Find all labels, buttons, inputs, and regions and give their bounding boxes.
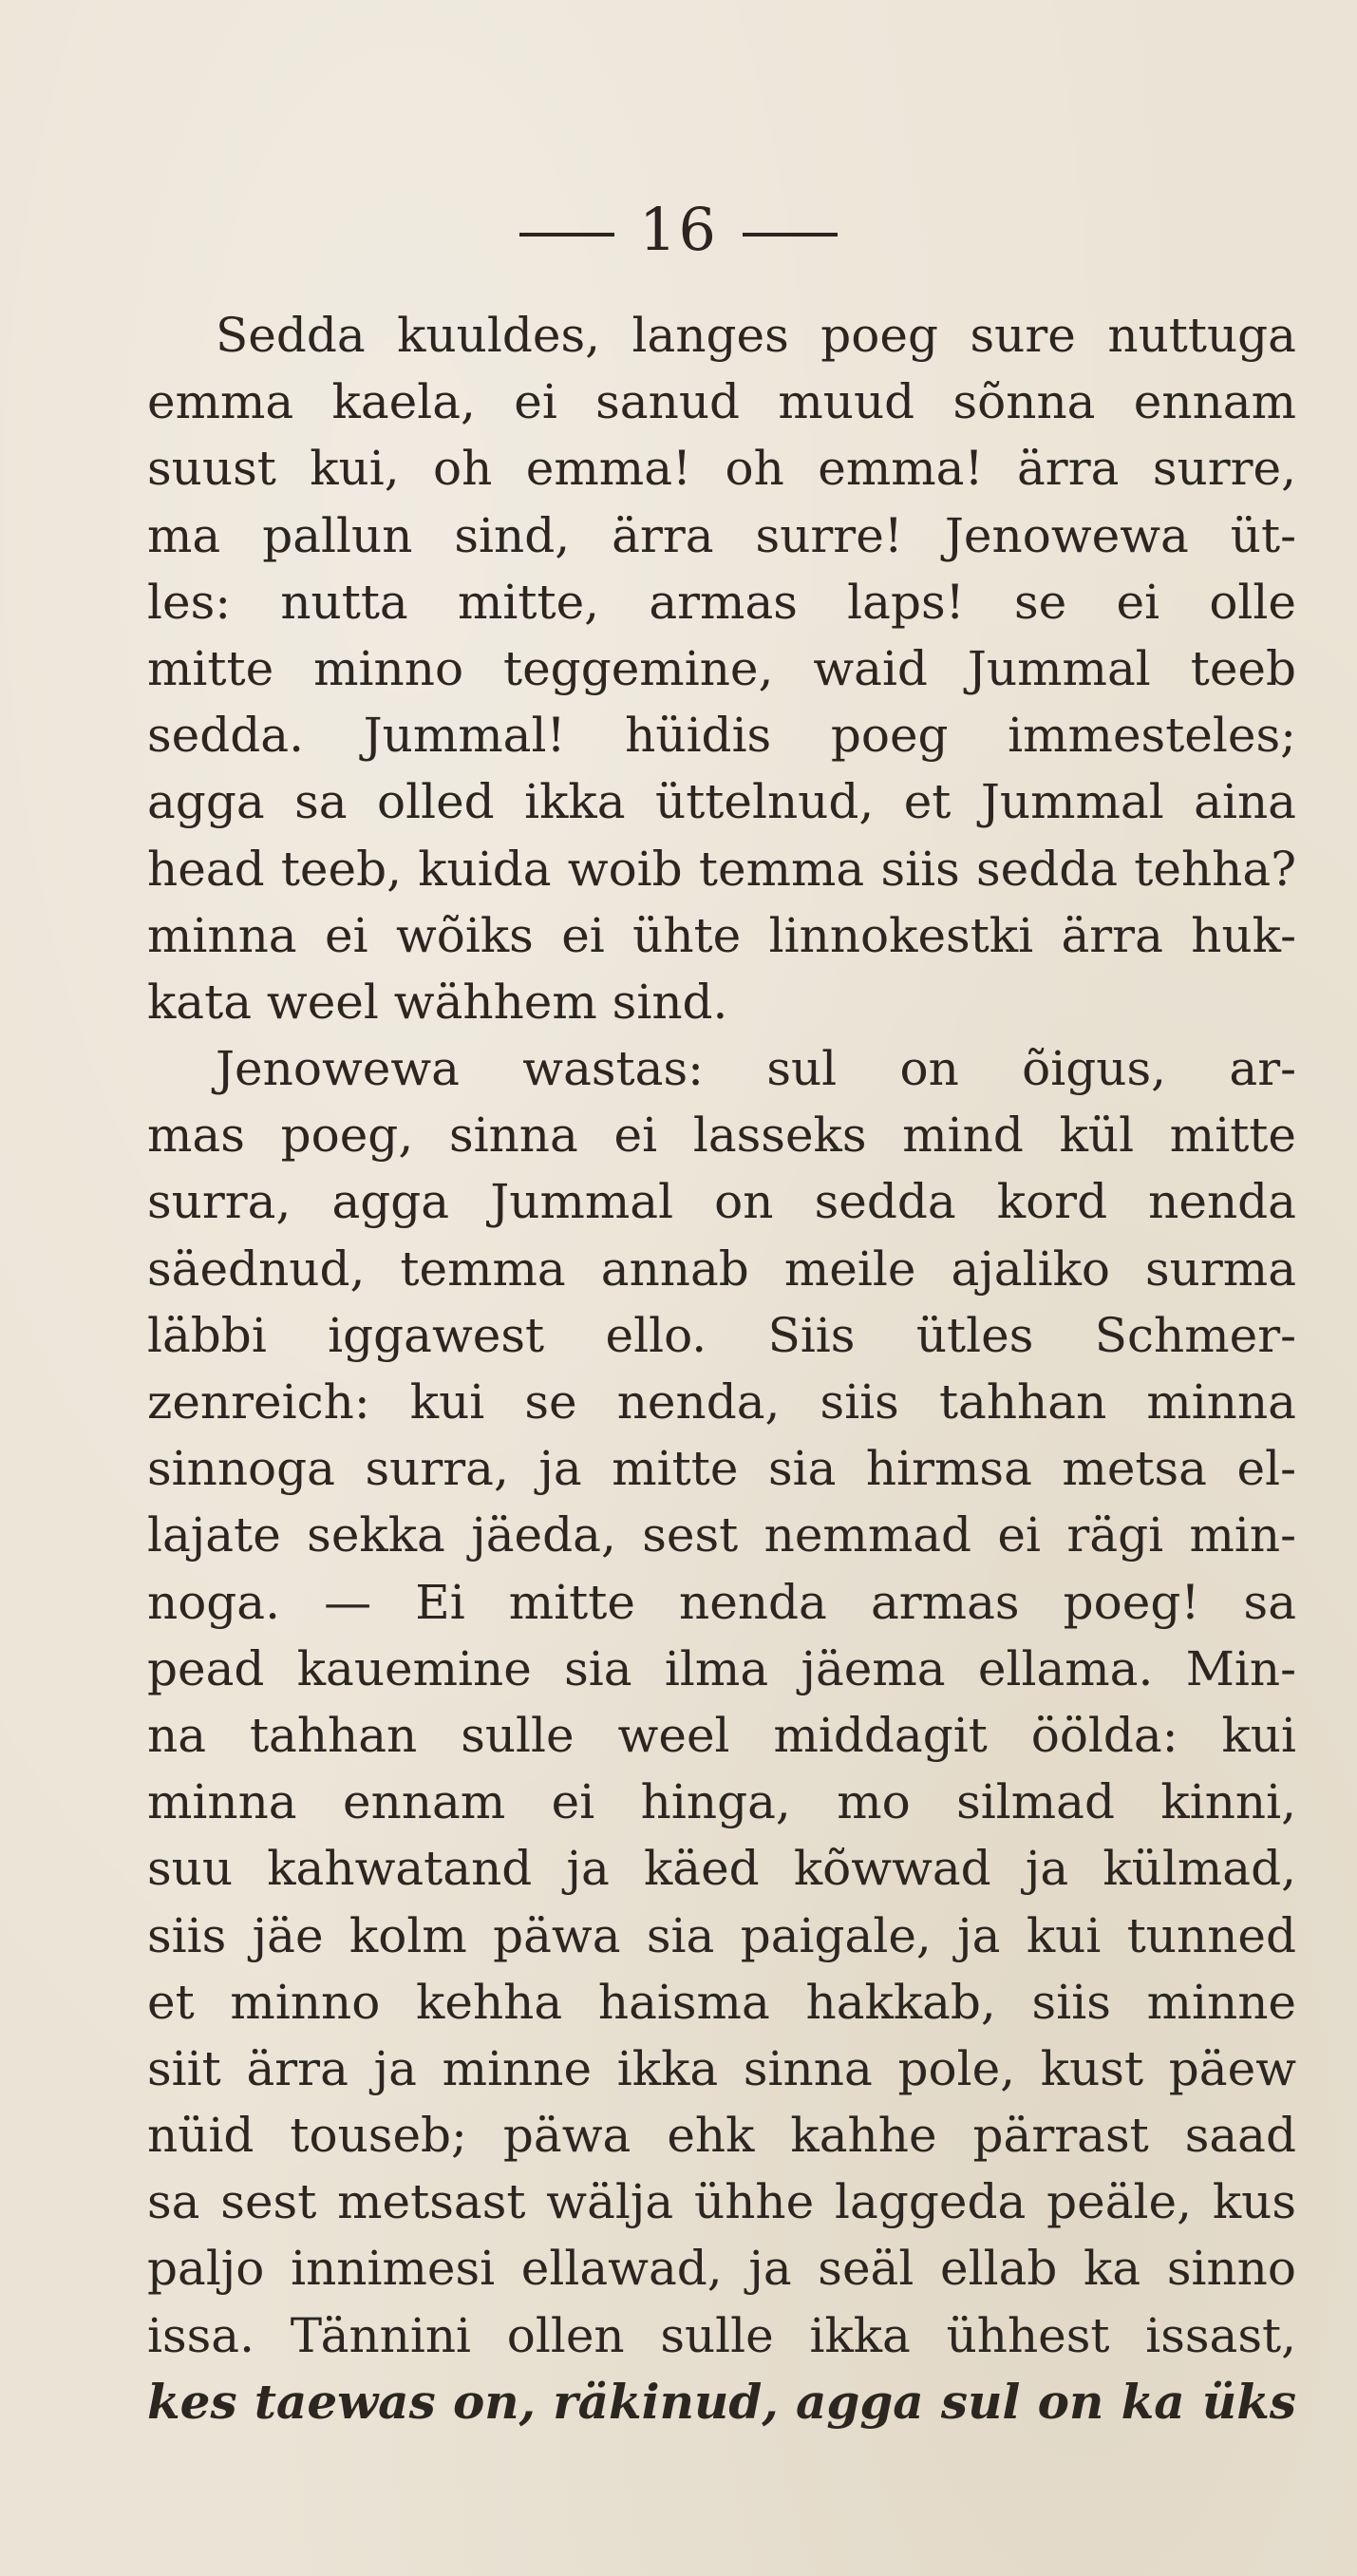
text-line: sedda. Jummal! hüidis poeg immesteles;: [147, 708, 1296, 764]
text-line: zenreich: kui se nenda, siis tahhan minna: [147, 1374, 1296, 1430]
text-line: agga sa olled ikka üttelnud, et Jummal aina: [147, 774, 1296, 830]
body-text: [147, 302, 1296, 2435]
text-line: nüid touseb; päwa ehk kahhe pärrast saad: [147, 2108, 1296, 2164]
text-line: ma pallun sind, ärra surre! Jenowewa üt-: [147, 507, 1296, 563]
text-line: kata weel wähhem sind.: [147, 974, 728, 1030]
text-line: mitte minno teggemine, waid Jummal teeb: [147, 640, 1296, 696]
text-line: paljo innimesi ellawad, ja seäl ellab ka sinno: [147, 2241, 1296, 2297]
text-line: läbbi iggawest ello. Siis ütles Schmer-: [147, 1307, 1296, 1363]
text-line: siit ärra ja minne ikka sinna pole, kust päew: [147, 2040, 1296, 2096]
text-line: lajate sekka jäeda, sest nemmad ei rägi min-: [147, 1507, 1296, 1563]
text-line: kes taewas on, räkinud, agga sul on ka üks: [147, 2373, 1296, 2430]
text-line: Sedda kuuldes, langes poeg sure nuttuga: [216, 308, 1296, 363]
text-line: pead kauemine sia ilma jäema ellama. Min-: [147, 1640, 1296, 1696]
text-line: minna ei wõiks ei ühte linnokestki ärra huk-: [147, 907, 1296, 963]
text-line: minna ennam ei hinga, mo silmad kinni,: [147, 1774, 1296, 1830]
text-line: säednud, temma annab meile ajaliko surma: [147, 1241, 1296, 1297]
text-line: emma kaela, ei sanud muud sõnna ennam: [147, 374, 1296, 430]
text-line: et minno kehha haisma hakkab, siis minne: [147, 1974, 1296, 2030]
page-header: [0, 195, 1357, 264]
text-line: suust kui, oh emma! oh emma! ärra surre,: [147, 441, 1296, 497]
text-line: head teeb, kuida woib temma siis sedda tehha?: [147, 841, 1296, 897]
text-line: les: nutta mitte, armas laps! se ei olle: [147, 574, 1296, 630]
text-line: sinnoga surra, ja mitte sia hirmsa metsa el-: [147, 1441, 1296, 1497]
text-line: surra, agga Jummal on sedda kord nenda: [147, 1174, 1296, 1230]
page-number: 16: [639, 195, 718, 264]
text-line: sa sest metsast wälja ühhe laggeda peäle, kus: [147, 2174, 1296, 2230]
text-line: issa. Tännini ollen sulle ikka ühhest issast,: [147, 2307, 1296, 2363]
text-line: na tahhan sulle weel middagit öölda: kui: [147, 1707, 1296, 1763]
text-line: Jenowewa wastas: sul on õigus, ar-: [216, 1041, 1296, 1097]
header-dash-left: [519, 233, 614, 237]
header-dash-right: [743, 233, 838, 237]
text-line: siis jäe kolm päwa sia paigale, ja kui tunned: [147, 1907, 1296, 1963]
text-line: mas poeg, sinna ei lasseks mind kül mitte: [147, 1108, 1296, 1164]
text-line: suu kahwatand ja käed kõwwad ja külmad,: [147, 1841, 1296, 1897]
text-line: noga. — Ei mitte nenda armas poeg! sa: [147, 1574, 1296, 1630]
